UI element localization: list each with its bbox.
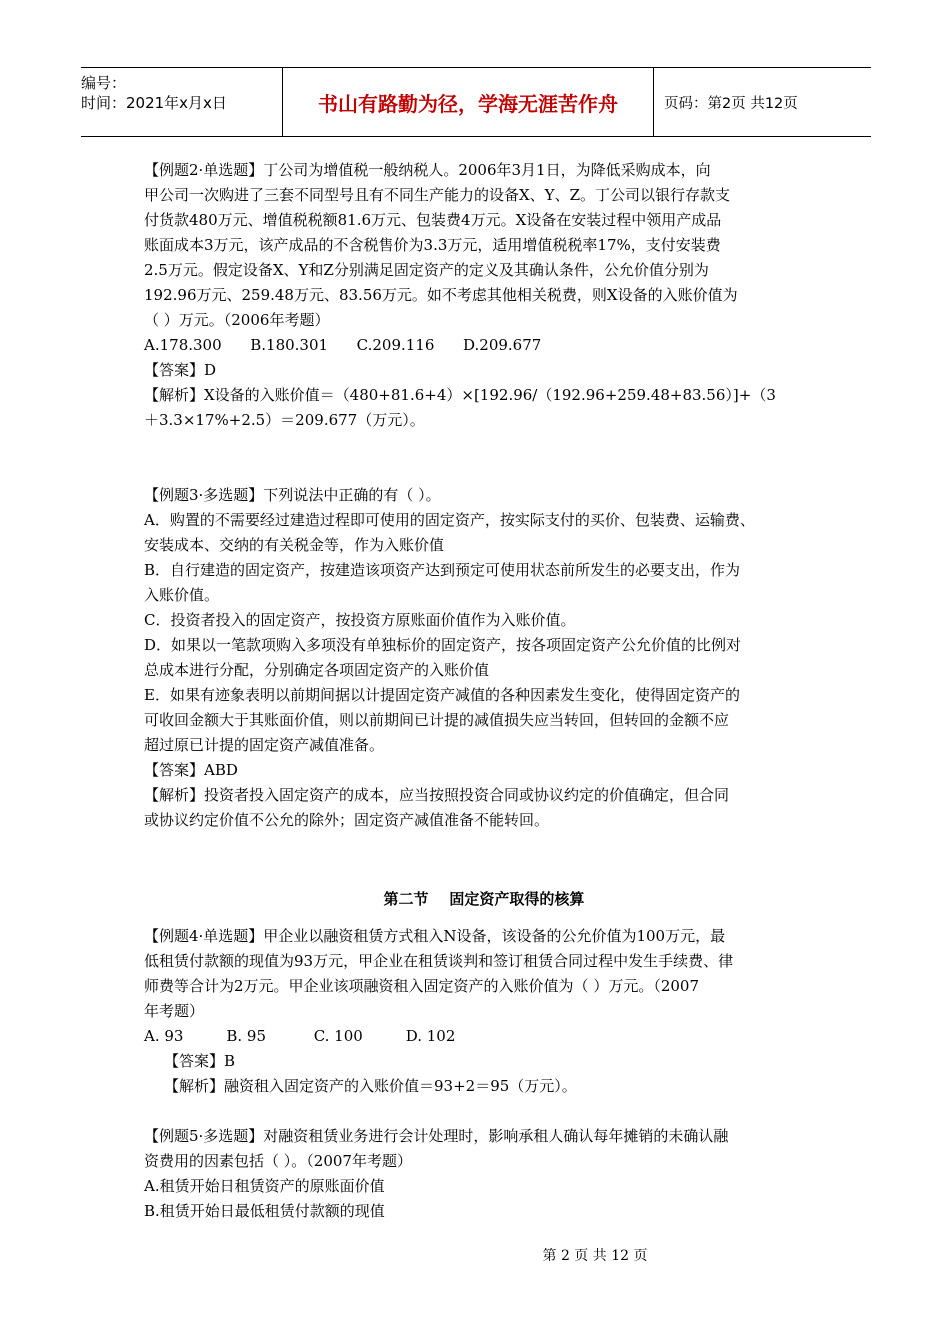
question-line: 【例题4·单选题】甲企业以融资租赁方式租入N设备，该设备的公允价值为100万元，最	[144, 927, 726, 945]
document-body	[144, 158, 824, 1224]
motto: 书山有路勤为径，学海无涯苦作舟	[283, 68, 654, 136]
question-line: 192.96万元、259.48万元、83.56万元。如不考虑其他相关税费，则X设备的入账价值为	[144, 286, 738, 304]
option-line: 超过原已计提的固定资产减值准备。	[144, 736, 385, 754]
question-line: 师费等合计为2万元。甲企业该项融资租入固定资产的入账价值为（ ）万元。（2007	[144, 977, 699, 995]
example-4	[144, 924, 824, 1099]
option-line: 入账价值。	[144, 586, 220, 604]
question-line: 低租赁付款额的现值为93万元，甲企业在租赁谈判和签订租赁合同过程中发生手续费、律	[144, 952, 734, 970]
question-line: 2.5万元。假定设备X、Y和Z分别满足固定资产的定义及其确认条件，公允价值分别为	[144, 261, 709, 279]
number-label: 编号：	[81, 74, 127, 92]
question-line: 【例题3·多选题】下列说法中正确的有（ ）。	[144, 486, 441, 504]
date-line: 时间：2021年x月x日	[81, 94, 227, 112]
analysis-line: 【解析】投资者投入固定资产的成本，应当按照投资合同或协议约定的价值确定，但合同	[144, 786, 730, 804]
section-title: 第二节 固定资产取得的核算	[383, 890, 585, 908]
page-info: 页码：第2页 共12页	[664, 95, 798, 112]
option-line: B．自行建造的固定资产，按建造该项资产达到预定可使用状态前所发生的必要支出，作为	[144, 561, 741, 579]
option-line: B.租赁开始日最低租赁付款额的现值	[144, 1202, 385, 1220]
question-line: 【例题2·单选题】丁公司为增值税一般纳税人。2006年3月1日，为降低采购成本，向	[144, 161, 711, 179]
page-footer: 第 2 页 共 12 页	[542, 1248, 648, 1264]
answer-line: 【答案】D	[144, 361, 217, 379]
question-line: 【例题5·多选题】对融资租赁业务进行会计处理时，影响承租人确认每年摊销的未确认融	[144, 1127, 729, 1145]
header-left-cell	[81, 68, 283, 136]
option-line: A.租赁开始日租赁资产的原账面价值	[144, 1177, 385, 1195]
answer-line: 【答案】B	[164, 1052, 236, 1070]
analysis-line: 或协议约定价值不公允的除外；固定资产减值准备不能转回。	[144, 811, 550, 829]
question-line: 付货款480万元、增值税税额81.6万元、包装费4万元。X设备在安装过程中领用产成品	[144, 211, 722, 229]
question-line: （ ）万元。（2006年考题）	[144, 311, 330, 329]
analysis-line: ＋3.3×17%+2.5）＝209.677（万元）。	[144, 411, 425, 429]
option-line: 安装成本、交纳的有关税金等，作为入账价值	[144, 536, 445, 554]
example-5	[144, 1124, 824, 1224]
option-line: 总成本进行分配，分别确定各项固定资产的入账价值	[144, 661, 490, 679]
example-3	[144, 483, 824, 833]
analysis-line: 【解析】融资租入固定资产的入账价值＝93+2＝95（万元）。	[164, 1077, 577, 1095]
option-line: 可收回金额大于其账面价值，则以前期间已计提的减值损失应当转回，但转回的金额不应	[144, 711, 730, 729]
question-line: 年考题）	[144, 1002, 205, 1020]
options-line: A.178.300 B.180.301 C.209.116 D.209.677	[144, 336, 542, 354]
answer-line: 【答案】ABD	[144, 761, 238, 779]
option-line: A．购置的不需要经过建造过程即可使用的固定资产，按实际支付的买价、包装费、运输费、	[144, 511, 755, 529]
example-2	[144, 158, 824, 433]
option-line: C．投资者投入的固定资产，按投资方原账面价值作为入账价值。	[144, 611, 576, 629]
page-header	[81, 67, 871, 137]
question-line: 甲公司一次购进了三套不同型号且有不同生产能力的设备X、Y、Z。丁公司以银行存款支	[144, 186, 731, 204]
analysis-line: 【解析】X设备的入账价值＝（480+81.6+4）×[192.96/（192.96+259.48+83.56）]+（3	[144, 386, 776, 404]
question-line: 账面成本3万元，该产成品的不含税售价为3.3万元，适用增值税税率17%，支付安装费	[144, 236, 721, 254]
options-line: A. 93 B. 95 C. 100 D. 102	[144, 1027, 456, 1045]
option-line: E．如果有迹象表明以前期间据以计提固定资产减值的各种因素发生变化，使得固定资产的	[144, 686, 740, 704]
question-line: 资费用的因素包括（ ）。（2007年考题）	[144, 1152, 412, 1170]
option-line: D．如果以一笔款项购入多项没有单独标价的固定资产，按各项固定资产公允价值的比例对	[144, 636, 742, 654]
